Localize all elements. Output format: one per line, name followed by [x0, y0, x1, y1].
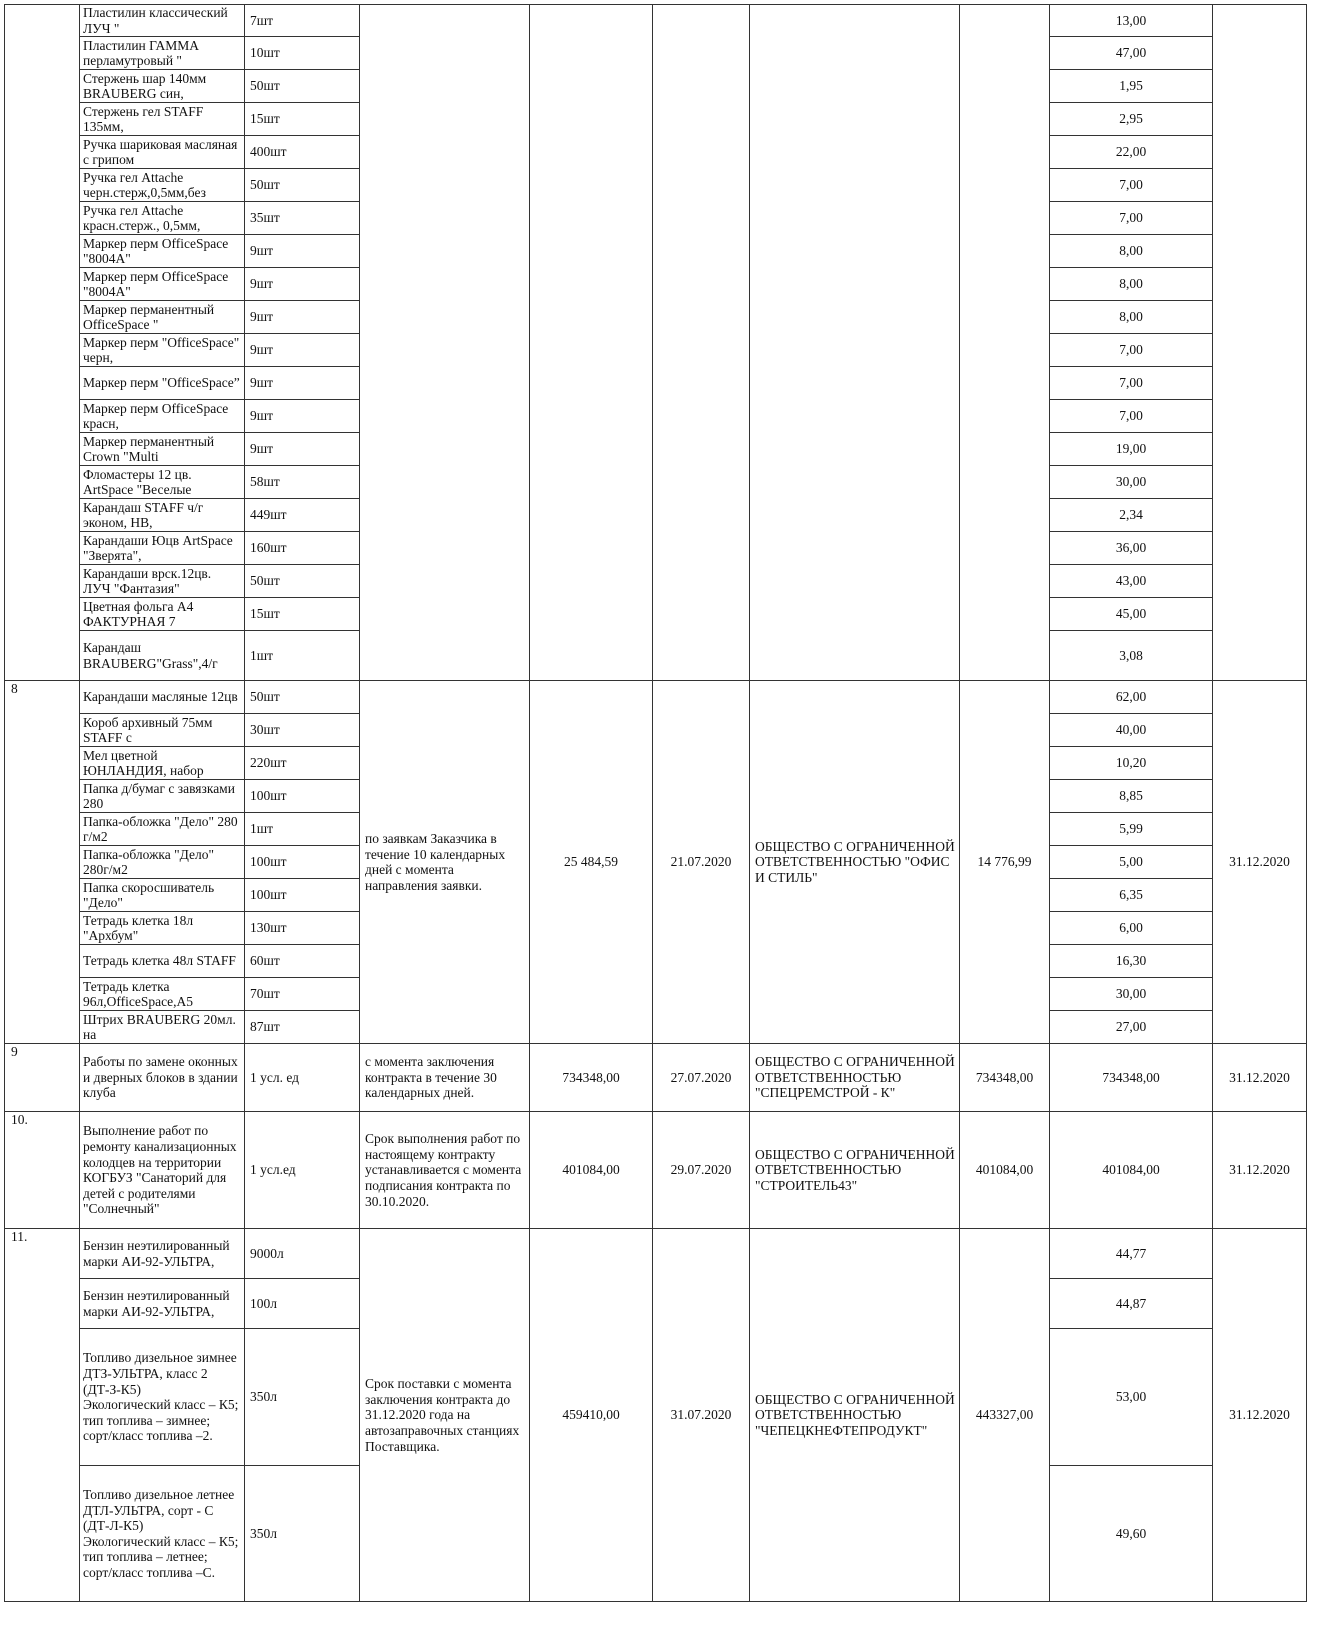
unit-price: 8,00 [1050, 235, 1213, 268]
item-name: Пластилин классический ЛУЧ " [80, 5, 245, 37]
item-name: Папка д/бумаг с завязками 280 [80, 780, 245, 813]
item-name: Выполнение работ по ремонту канализационных колодцев на территории КОГБУЗ "Санаторий для детей с родителями "Солнечный" [80, 1112, 245, 1229]
item-quantity: 7шт [245, 5, 360, 37]
item-name: Ручка гел Attache красн.стерж., 0,5мм, [80, 202, 245, 235]
item-quantity: 100шт [245, 879, 360, 912]
item-name: Маркер перм "OfficeSpace” [80, 367, 245, 400]
item-quantity: 449шт [245, 499, 360, 532]
end-date: 31.12.2020 [1213, 1229, 1307, 1602]
delivery-term: с момента заключения контракта в течение 30 календарных дней. [360, 1044, 530, 1112]
item-name: Карандаш BRAUBERG"Grass",4/г [80, 631, 245, 681]
unit-price: 13,00 [1050, 5, 1213, 37]
contract-price: 734348,00 [960, 1044, 1050, 1112]
item-quantity: 9шт [245, 268, 360, 301]
item-quantity: 9шт [245, 433, 360, 466]
table-row [5, 1229, 1307, 1279]
item-name: Маркер перм OfficeSpace красн, [80, 400, 245, 433]
unit-price: 22,00 [1050, 136, 1213, 169]
item-name: Карандаши врск.12цв. ЛУЧ "Фантазия" [80, 565, 245, 598]
item-name: Стержень шар 140мм BRAUBERG син, [80, 70, 245, 103]
item-quantity: 58шт [245, 466, 360, 499]
nmck-value: 401084,00 [530, 1112, 653, 1229]
item-quantity: 220шт [245, 747, 360, 780]
item-quantity: 15шт [245, 598, 360, 631]
unit-price: 3,08 [1050, 631, 1213, 681]
item-name: Ручка гел Attache черн.стерж,0,5мм,без [80, 169, 245, 202]
unit-price: 1,95 [1050, 70, 1213, 103]
contract-price: 443327,00 [960, 1229, 1050, 1602]
contract-date: 29.07.2020 [653, 1112, 750, 1229]
contract-date [653, 5, 750, 681]
nmck-value: 734348,00 [530, 1044, 653, 1112]
table-row [5, 1112, 1307, 1229]
unit-price: 2,95 [1050, 103, 1213, 136]
delivery-term [360, 5, 530, 681]
item-name: Пластилин ГАММА перламутровый " [80, 37, 245, 70]
item-quantity: 10шт [245, 37, 360, 70]
table-body [5, 5, 1307, 1602]
item-quantity: 9шт [245, 334, 360, 367]
item-name: Бензин неэтилированный марки АИ-92-УЛЬТРА, [80, 1279, 245, 1329]
item-name: Работы по замене оконных и дверных блоков в здании клуба [80, 1044, 245, 1112]
item-quantity: 130шт [245, 912, 360, 945]
unit-price: 7,00 [1050, 400, 1213, 433]
table-row [5, 5, 1307, 37]
unit-price: 47,00 [1050, 37, 1213, 70]
item-name: Карандаши масляные 12цв [80, 681, 245, 714]
delivery-term: Срок выполнения работ по настоящему контракту устанавливается с момента подписания контракта по 30.10.2020. [360, 1112, 530, 1229]
item-name: Штрих BRAUBERG 20мл. на [80, 1011, 245, 1044]
unit-price: 19,00 [1050, 433, 1213, 466]
unit-price: 8,85 [1050, 780, 1213, 813]
unit-price: 10,20 [1050, 747, 1213, 780]
table-row [5, 681, 1307, 714]
unit-price: 734348,00 [1050, 1044, 1213, 1112]
item-quantity: 1шт [245, 813, 360, 846]
unit-price: 5,00 [1050, 846, 1213, 879]
unit-price: 6,35 [1050, 879, 1213, 912]
item-name: Ручка шариковая масляная с грипом [80, 136, 245, 169]
table-row [5, 1044, 1307, 1112]
unit-price: 40,00 [1050, 714, 1213, 747]
unit-price: 62,00 [1050, 681, 1213, 714]
item-name: Бензин неэтилированный марки АИ-92-УЛЬТРА, [80, 1229, 245, 1279]
nmck-value [530, 5, 653, 681]
item-quantity: 50шт [245, 169, 360, 202]
unit-price: 8,00 [1050, 268, 1213, 301]
row-number: 8 [5, 681, 80, 1044]
contract-date: 27.07.2020 [653, 1044, 750, 1112]
unit-price: 45,00 [1050, 598, 1213, 631]
item-name: Тетрадь клетка 18л "Архбум" [80, 912, 245, 945]
item-quantity: 15шт [245, 103, 360, 136]
item-name: Фломастеры 12 цв. ArtSpace "Веселые [80, 466, 245, 499]
contract-date: 21.07.2020 [653, 681, 750, 1044]
item-quantity: 9шт [245, 367, 360, 400]
unit-price: 44,77 [1050, 1229, 1213, 1279]
nmck-value: 459410,00 [530, 1229, 653, 1602]
unit-price: 43,00 [1050, 565, 1213, 598]
item-name: Тетрадь клетка 48л STAFF [80, 945, 245, 978]
item-name: Папка скоросшиватель "Дело" [80, 879, 245, 912]
item-quantity: 350л [245, 1466, 360, 1602]
unit-price: 7,00 [1050, 367, 1213, 400]
item-quantity: 70шт [245, 978, 360, 1011]
unit-price: 6,00 [1050, 912, 1213, 945]
item-quantity: 9000л [245, 1229, 360, 1279]
item-quantity: 100шт [245, 780, 360, 813]
unit-price: 16,30 [1050, 945, 1213, 978]
unit-price: 30,00 [1050, 978, 1213, 1011]
unit-price: 36,00 [1050, 532, 1213, 565]
item-quantity: 50шт [245, 565, 360, 598]
item-quantity: 100шт [245, 846, 360, 879]
unit-price: 2,34 [1050, 499, 1213, 532]
item-name: Стержень гел STAFF 135мм, [80, 103, 245, 136]
item-quantity: 50шт [245, 681, 360, 714]
supplier-name: ОБЩЕСТВО С ОГРАНИЧЕННОЙ ОТВЕТСТВЕННОСТЬЮ "СТРОИТЕЛЬ43" [750, 1112, 960, 1229]
supplier-name [750, 5, 960, 681]
unit-price: 8,00 [1050, 301, 1213, 334]
item-name: Топливо дизельное зимнее ДТЗ-УЛЬТРА, класс 2 (ДТ-З-К5) Экологический класс – К5; тип топлива – зимнее; сорт/класс топлива –2. [80, 1329, 245, 1466]
row-number: 11. [5, 1229, 80, 1602]
item-quantity: 160шт [245, 532, 360, 565]
delivery-term: по заявкам Заказчика в течение 10 календарных дней с момента направления заявки. [360, 681, 530, 1044]
end-date [1213, 5, 1307, 681]
unit-price: 7,00 [1050, 202, 1213, 235]
item-name: Папка-обложка "Дело" 280г/м2 [80, 846, 245, 879]
contract-price: 14 776,99 [960, 681, 1050, 1044]
item-name: Маркер перм "OfficeSpace" черн, [80, 334, 245, 367]
end-date: 31.12.2020 [1213, 1044, 1307, 1112]
item-name: Папка-обложка "Дело" 280 г/м2 [80, 813, 245, 846]
item-name: Цветная фольга А4 ФАКТУРНАЯ 7 [80, 598, 245, 631]
item-name: Топливо дизельное летнее ДТЛ-УЛЬТРА, сорт - С (ДТ-Л-К5) Экологический класс – К5; тип топлива – летнее; сорт/класс топлива –С. [80, 1466, 245, 1602]
item-name: Маркер перманентный OfficeSpace " [80, 301, 245, 334]
item-name: Маркер перм OfficeSpace "8004A" [80, 235, 245, 268]
end-date: 31.12.2020 [1213, 1112, 1307, 1229]
delivery-term: Срок поставки с момента заключения контракта до 31.12.2020 года на автозаправочных станциях Поставщика. [360, 1229, 530, 1602]
procurement-table [4, 4, 1307, 1602]
unit-price: 27,00 [1050, 1011, 1213, 1044]
item-name: Тетрадь клетка 96л,OfficeSpace,А5 [80, 978, 245, 1011]
item-name: Карандаши Юцв ArtSpace "Зверята", [80, 532, 245, 565]
item-name: Мел цветной ЮНЛАНДИЯ, набор [80, 747, 245, 780]
item-quantity: 400шт [245, 136, 360, 169]
supplier-name: ОБЩЕСТВО С ОГРАНИЧЕННОЙ ОТВЕТСТВЕННОСТЬЮ "СПЕЦРЕМСТРОЙ - К" [750, 1044, 960, 1112]
item-quantity: 30шт [245, 714, 360, 747]
item-name: Короб архивный 75мм STAFF с [80, 714, 245, 747]
unit-price: 7,00 [1050, 334, 1213, 367]
supplier-name: ОБЩЕСТВО С ОГРАНИЧЕННОЙ ОТВЕТСТВЕННОСТЬЮ "ЧЕПЕЦКНЕФТЕПРОДУКТ" [750, 1229, 960, 1602]
unit-price: 7,00 [1050, 169, 1213, 202]
item-quantity: 1 усл.ед [245, 1112, 360, 1229]
item-quantity: 9шт [245, 301, 360, 334]
row-number [5, 5, 80, 681]
item-name: Карандаш STAFF ч/г эконом, HB, [80, 499, 245, 532]
end-date: 31.12.2020 [1213, 681, 1307, 1044]
item-quantity: 50шт [245, 70, 360, 103]
item-quantity: 9шт [245, 235, 360, 268]
item-quantity: 60шт [245, 945, 360, 978]
item-quantity: 1 усл. ед [245, 1044, 360, 1112]
item-quantity: 9шт [245, 400, 360, 433]
item-quantity: 35шт [245, 202, 360, 235]
contract-date: 31.07.2020 [653, 1229, 750, 1602]
item-quantity: 87шт [245, 1011, 360, 1044]
item-quantity: 350л [245, 1329, 360, 1466]
item-name: Маркер перм OfficeSpace "8004A" [80, 268, 245, 301]
item-name: Маркер перманентный Crown "Multi [80, 433, 245, 466]
contract-price: 401084,00 [960, 1112, 1050, 1229]
unit-price: 53,00 [1050, 1329, 1213, 1466]
unit-price: 401084,00 [1050, 1112, 1213, 1229]
item-quantity: 1шт [245, 631, 360, 681]
item-quantity: 100л [245, 1279, 360, 1329]
contract-price [960, 5, 1050, 681]
row-number: 9 [5, 1044, 80, 1112]
nmck-value: 25 484,59 [530, 681, 653, 1044]
supplier-name: ОБЩЕСТВО С ОГРАНИЧЕННОЙ ОТВЕТСТВЕННОСТЬЮ "ОФИС И СТИЛЬ" [750, 681, 960, 1044]
unit-price: 44,87 [1050, 1279, 1213, 1329]
unit-price: 30,00 [1050, 466, 1213, 499]
unit-price: 49,60 [1050, 1466, 1213, 1602]
unit-price: 5,99 [1050, 813, 1213, 846]
row-number: 10. [5, 1112, 80, 1229]
